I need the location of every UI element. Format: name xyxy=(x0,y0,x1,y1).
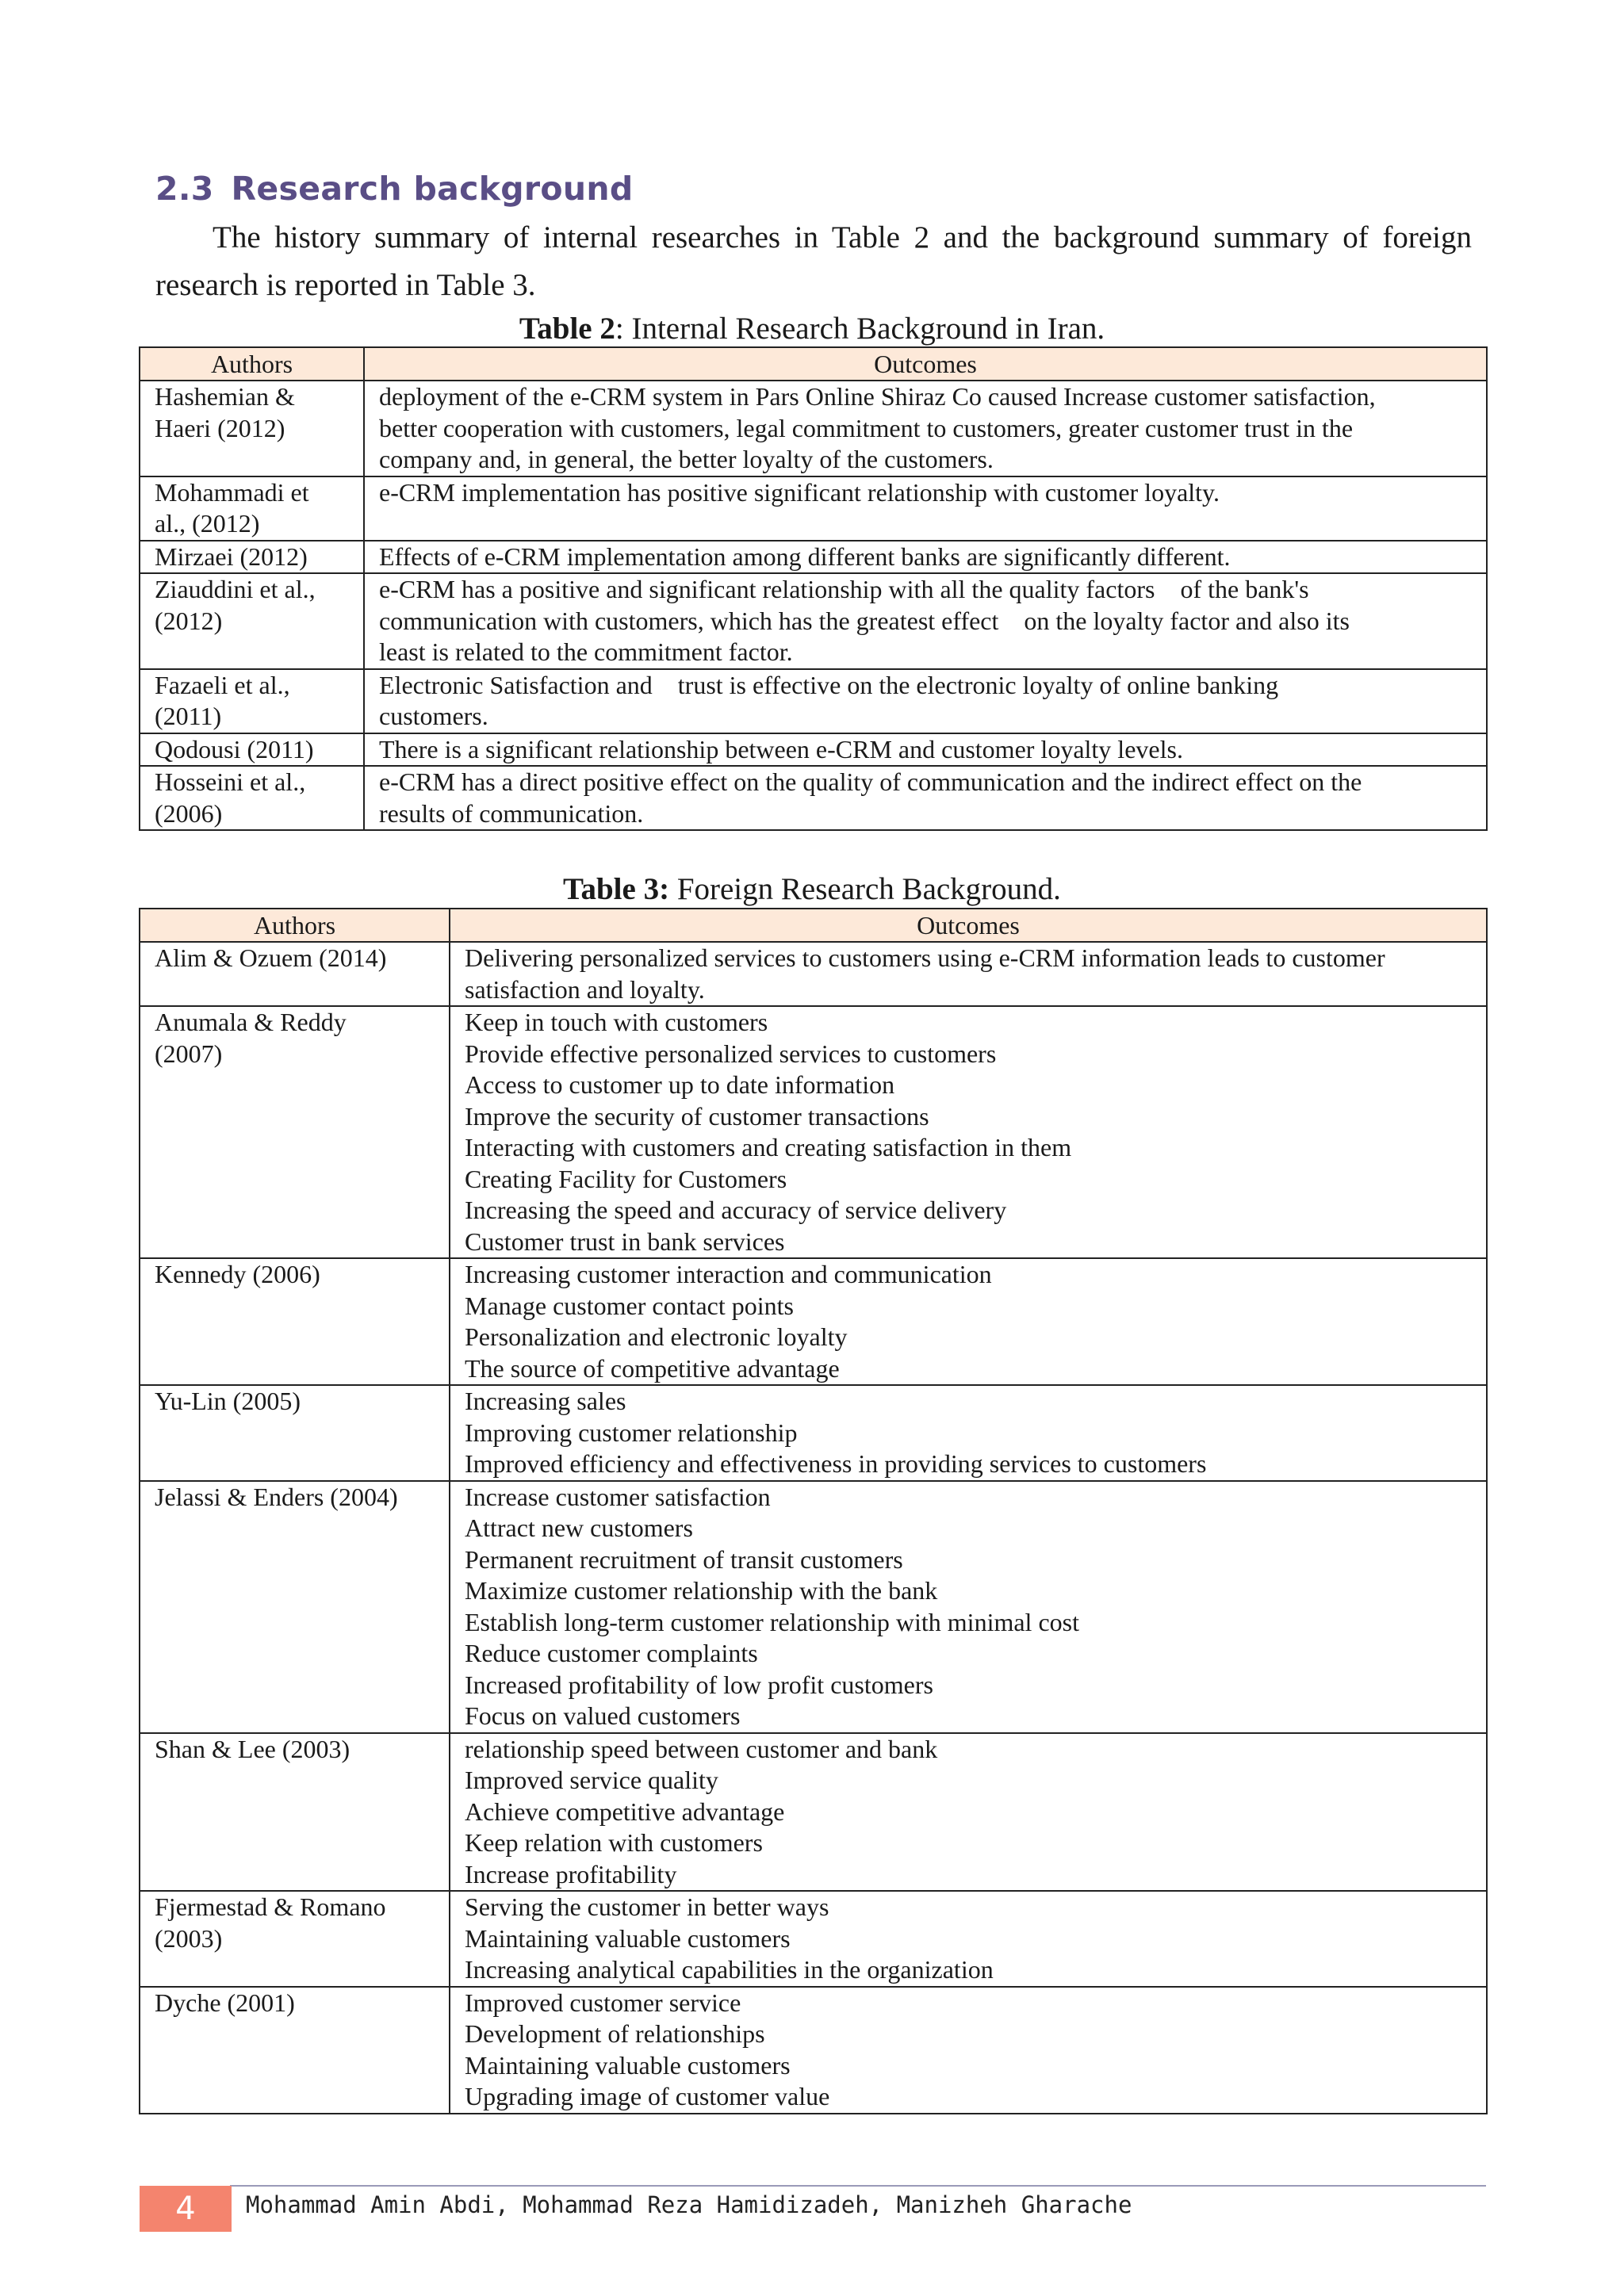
outcomes-cell xyxy=(364,573,1487,669)
authors-cell xyxy=(140,541,364,574)
table-row xyxy=(140,476,1487,541)
outcome-line: Permanent recruitment of transit customers xyxy=(465,1544,903,1574)
authors-cell xyxy=(140,733,364,767)
outcome-line: company and, in general, the better loyalty of the customers. xyxy=(379,445,994,473)
table3-caption-text: Foreign Research Background. xyxy=(669,872,1061,906)
authors-line: (2006) xyxy=(155,798,223,828)
table-row xyxy=(140,1385,1487,1481)
outcome-line: Personalization and electronic loyalty xyxy=(465,1322,848,1351)
outcome-line: Improve the security of customer transactions xyxy=(465,1101,929,1131)
table-row xyxy=(140,1891,1487,1987)
authors-line: (2003) xyxy=(155,1923,223,1953)
footer-authors: Mohammad Amin Abdi, Mohammad Reza Hamidizadeh, Manizheh Gharache xyxy=(246,2191,1132,2218)
authors-cell xyxy=(140,1891,450,1987)
table2-caption-label: Table 2 xyxy=(519,312,615,346)
authors-line: Jelassi & Enders (2004) xyxy=(155,1482,398,1511)
intro-paragraph xyxy=(155,214,1472,309)
outcome-line: e-CRM has a positive and significant relationship with all the quality factors of the bank's xyxy=(379,575,1309,603)
outcome-line: Increasing customer interaction and communication xyxy=(465,1260,992,1288)
table-row xyxy=(140,733,1487,767)
outcome-line: Interacting with customers and creating satisfaction in them xyxy=(465,1133,1072,1161)
outcome-line: Development of relationships xyxy=(465,2019,765,2048)
outcome-line: Increase customer satisfaction xyxy=(465,1482,771,1511)
authors-cell xyxy=(140,766,364,830)
outcome-line: Increased profitability of low profit customers xyxy=(465,1670,933,1699)
outcome-line: communication with customers, which has the greatest effect on the loyalty factor and also its xyxy=(379,606,1350,635)
table3 xyxy=(139,908,1488,2114)
table-row xyxy=(140,1481,1487,1733)
authors-line: Hashemian & xyxy=(155,382,295,411)
outcome-line: The source of competitive advantage xyxy=(465,1353,840,1383)
table2 xyxy=(139,346,1488,831)
outcome-line: Maximize customer relationship with the bank xyxy=(465,1576,938,1605)
outcomes-cell xyxy=(364,476,1487,541)
outcome-line: Keep in touch with customers xyxy=(465,1008,768,1036)
outcome-line: Attract new customers xyxy=(465,1513,693,1542)
outcomes-cell xyxy=(450,942,1487,1006)
table-row xyxy=(140,942,1487,1006)
outcome-line: Maintaining valuable customers xyxy=(465,1923,791,1953)
outcome-line: Creating Facility for Customers xyxy=(465,1164,787,1193)
outcome-line: better cooperation with customers, legal commitment to customers, greater customer trust in the xyxy=(379,413,1354,442)
authors-cell xyxy=(140,1006,450,1258)
outcomes-cell xyxy=(450,1987,1487,2114)
authors-cell xyxy=(140,1258,450,1385)
authors-line: Shan & Lee (2003) xyxy=(155,1734,350,1763)
authors-cell xyxy=(140,669,364,733)
table2-header-authors: Authors xyxy=(140,347,364,381)
outcome-line: e-CRM implementation has positive significant relationship with customer loyalty. xyxy=(379,477,1220,507)
outcome-line: Manage customer contact points xyxy=(465,1291,794,1320)
authors-line: al., (2012) xyxy=(155,509,260,538)
table-row xyxy=(140,1006,1487,1258)
authors-line: (2012) xyxy=(155,606,223,635)
authors-cell xyxy=(140,1481,450,1733)
outcomes-cell xyxy=(364,541,1487,574)
table3-header-row xyxy=(140,909,1487,942)
outcome-line: Establish long-term customer relationship with minimal cost xyxy=(465,1607,1079,1636)
outcomes-cell xyxy=(364,766,1487,830)
outcome-line: Access to customer up to date information xyxy=(465,1070,895,1099)
outcomes-cell xyxy=(364,381,1487,476)
table3-header-authors: Authors xyxy=(140,909,450,942)
authors-line: Haeri (2012) xyxy=(155,413,285,442)
outcome-line: Improved service quality xyxy=(465,1766,718,1794)
table2-caption-text: : Internal Research Background in Iran. xyxy=(615,312,1105,346)
outcomes-cell xyxy=(364,669,1487,733)
outcome-line: Increase profitability xyxy=(465,1859,677,1888)
outcome-line: There is a significant relationship between e-CRM and customer loyalty levels. xyxy=(379,734,1183,763)
outcome-line: satisfaction and loyalty. xyxy=(465,974,705,1004)
outcomes-cell xyxy=(364,733,1487,767)
outcome-line: e-CRM has a direct positive effect on the quality of communication and the indirect effect on the xyxy=(379,767,1362,796)
outcome-line: deployment of the e-CRM system in Pars Online Shiraz Co caused Increase customer satisfaction, xyxy=(379,382,1376,411)
table3-body xyxy=(140,942,1487,2114)
table3-caption-label: Table 3: xyxy=(563,872,670,906)
authors-cell xyxy=(140,476,364,541)
table3-caption xyxy=(0,872,1624,907)
outcomes-cell xyxy=(450,1891,1487,1987)
outcomes-cell xyxy=(450,1385,1487,1481)
outcome-line: Increasing sales xyxy=(465,1387,626,1415)
table-row xyxy=(140,1987,1487,2114)
table-row xyxy=(140,766,1487,830)
outcome-line: Improved customer service xyxy=(465,1988,741,2017)
outcome-line: least is related to the commitment factor. xyxy=(379,637,793,666)
table-row xyxy=(140,1258,1487,1385)
authors-line: Qodousi (2011) xyxy=(155,734,314,763)
section-title: Research background xyxy=(231,170,634,208)
table3-header-outcomes: Outcomes xyxy=(450,909,1487,942)
outcome-line: Effects of e-CRM implementation among different banks are significantly different. xyxy=(379,541,1231,571)
outcome-line: Increasing the speed and accuracy of service delivery xyxy=(465,1196,1007,1224)
section-heading xyxy=(155,170,634,208)
page-number: 4 xyxy=(140,2186,232,2232)
table-row xyxy=(140,1733,1487,1892)
outcome-line: Delivering personalized services to customers using e-CRM information leads to customer xyxy=(465,943,1385,972)
outcome-line: Reduce customer complaints xyxy=(465,1639,758,1667)
authors-cell xyxy=(140,942,450,1006)
outcome-line: Electronic Satisfaction and trust is effective on the electronic loyalty of online banking xyxy=(379,670,1279,699)
authors-cell xyxy=(140,1733,450,1892)
authors-line: Alim & Ozuem (2014) xyxy=(155,943,387,972)
authors-line: Kennedy (2006) xyxy=(155,1260,320,1288)
authors-cell xyxy=(140,573,364,669)
authors-line: Yu-Lin (2005) xyxy=(155,1387,301,1415)
outcome-line: Achieve competitive advantage xyxy=(465,1797,785,1826)
outcome-line: Improved efficiency and effectiveness in providing services to customers xyxy=(465,1449,1207,1478)
outcome-line: Increasing analytical capabilities in the organization xyxy=(465,1955,994,1984)
outcomes-cell xyxy=(450,1006,1487,1258)
outcome-line: Upgrading image of customer value xyxy=(465,2082,830,2110)
outcome-line: Maintaining valuable customers xyxy=(465,2050,791,2080)
outcome-line: customers. xyxy=(379,702,488,730)
outcome-line: Serving the customer in better ways xyxy=(465,1892,829,1921)
table-row xyxy=(140,573,1487,669)
authors-line: Hosseini et al., xyxy=(155,767,306,796)
outcome-line: Focus on valued customers xyxy=(465,1701,741,1730)
authors-line: Mohammadi et xyxy=(155,477,309,507)
outcome-line: Provide effective personalized services to customers xyxy=(465,1039,997,1068)
outcomes-cell xyxy=(450,1733,1487,1892)
section-number: 2.3 xyxy=(155,170,214,208)
outcome-line: Keep relation with customers xyxy=(465,1828,763,1857)
table-row xyxy=(140,541,1487,574)
authors-line: Dyche (2001) xyxy=(155,1988,295,2017)
table2-header-outcomes: Outcomes xyxy=(364,347,1487,381)
authors-line: Fjermestad & Romano xyxy=(155,1892,386,1921)
outcome-line: results of communication. xyxy=(379,798,644,828)
authors-cell xyxy=(140,381,364,476)
outcome-line: Improving customer relationship xyxy=(465,1418,798,1447)
outcome-line: relationship speed between customer and bank xyxy=(465,1734,938,1763)
authors-line: Anumala & Reddy xyxy=(155,1008,347,1036)
authors-line: Mirzaei (2012) xyxy=(155,541,308,571)
table2-caption xyxy=(0,312,1624,346)
authors-line: Ziauddini et al., xyxy=(155,575,316,603)
outcomes-cell xyxy=(450,1258,1487,1385)
outcome-line: Customer trust in bank services xyxy=(465,1226,785,1256)
outcomes-cell xyxy=(450,1481,1487,1733)
authors-line: (2011) xyxy=(155,702,222,730)
table2-body xyxy=(140,381,1487,830)
intro-text: The history summary of internal researches in Table 2 and the background summary of foreign research is reported in Table 3. xyxy=(155,220,1472,302)
authors-cell xyxy=(140,1385,450,1481)
table2-header-row xyxy=(140,347,1487,381)
authors-line: (2007) xyxy=(155,1039,223,1068)
authors-line: Fazaeli et al., xyxy=(155,670,290,699)
footer-rule xyxy=(230,2185,1486,2187)
table-row xyxy=(140,381,1487,476)
authors-cell xyxy=(140,1987,450,2114)
table-row xyxy=(140,669,1487,733)
